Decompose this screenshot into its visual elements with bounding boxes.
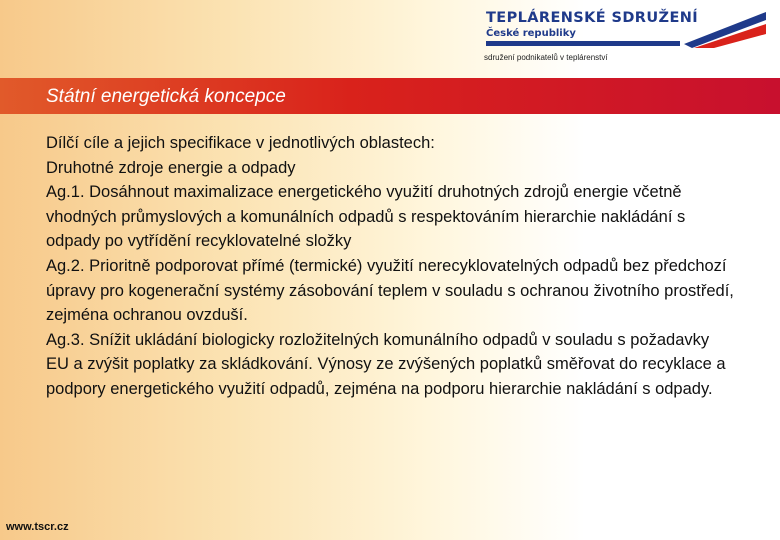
goal-item-ag1: Ag.1. Dosáhnout maximalizace energetického využití druhotných zdrojů energie včetně vhodných průmyslových a komunálních odpadů s respektováním hierarchie nakládání s odpady po vytřídění recyklovatelné složky <box>46 183 686 251</box>
goal-item-ag3: Ag.3. Snížit ukládání biologicky rozložitelných komunálního odpadů v souladu s požadavky EU a zvýšit poplatky za skládkování. Výnosy ze zvýšených poplatků směřovat do recyklace a podpory energetického využití odpadů, zejména na podporu hierarchie nakládání s odpady. <box>46 330 726 398</box>
tagline: sdružení podnikatelů v teplárenství <box>484 53 608 62</box>
logo-swoosh-icon <box>684 12 766 48</box>
content-subheading: Druhotné zdroje energie a odpady <box>46 158 296 177</box>
logo-title: TEPLÁRENSKÉ SDRUŽENÍ <box>486 10 699 26</box>
slide-title-bar <box>0 78 780 114</box>
organization-logo <box>484 10 766 50</box>
logo-rule <box>486 41 680 46</box>
slide-title: Státní energetická koncepce <box>46 86 286 107</box>
footer-website-link[interactable]: www.tscr.cz <box>6 521 69 533</box>
slide-content <box>46 131 736 402</box>
logo-subtitle: České republiky <box>486 28 576 39</box>
goal-item-ag2: Ag.2. Prioritně podporovat přímé (termické) využití nerecyklovatelných odpadů bez předchozí úpravy pro kogenerační systémy zásobování teplem v souladu s ochranou životního prostředí, zejména ochranou ovzduší. <box>46 256 734 325</box>
content-heading: Dílčí cíle a jejich specifikace v jednotlivých oblastech: <box>46 134 435 152</box>
